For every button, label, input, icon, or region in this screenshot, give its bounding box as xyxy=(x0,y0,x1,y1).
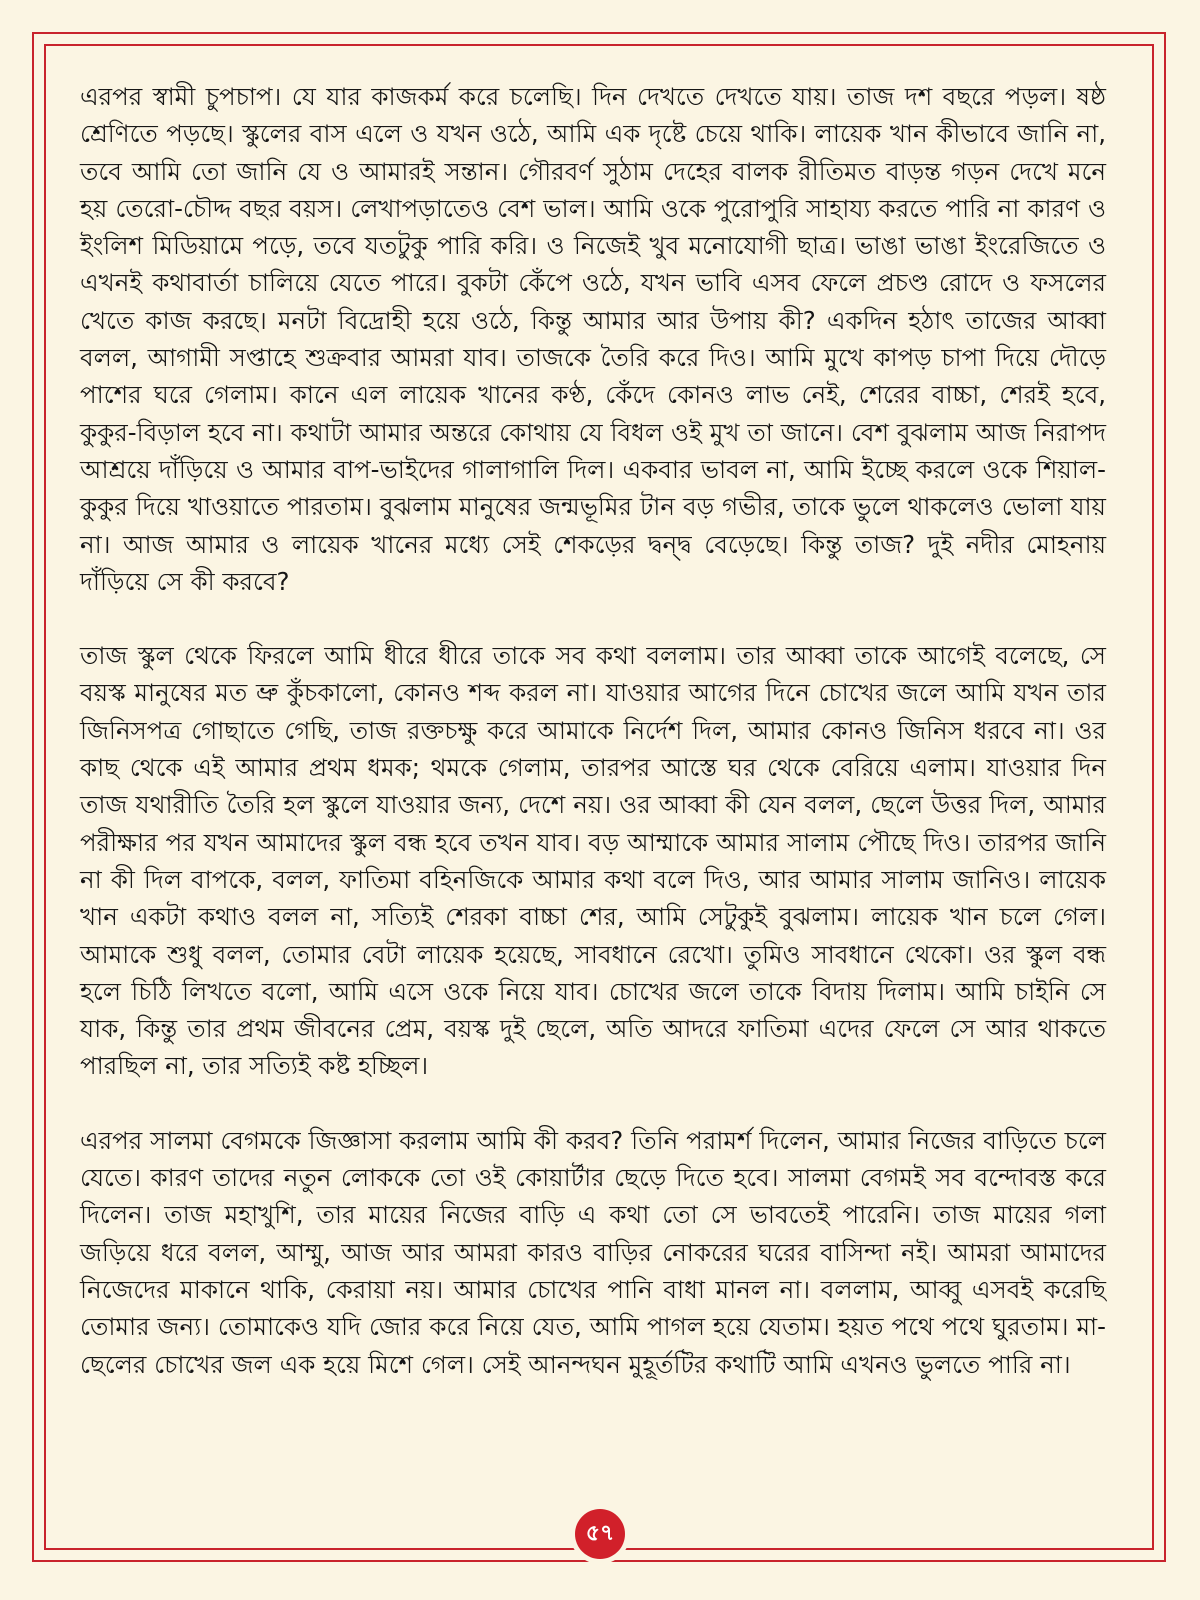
paragraph-1: এরপর স্বামী চুপচাপ। যে যার কাজকর্ম করে চলেছি। দিন দেখতে দেখতে যায়। তাজ দশ বছরে পড়ল। ষষ্ঠ শ্রেণিতে পড়ছে। স্কুলের বাস এলে ও যখন ওঠে, আমি এক দৃষ্টে চেয়ে থাকি। লায়েক খান কীভাবে জানি না, তবে আমি তো জানি যে ও আমারই সন্তান। গৌরবর্ণ সুঠাম দেহের বালক রীতিমত বাড়ন্ত গড়ন দেখে মনে হয় তেরো-চৌদ্দ বছর বয়স। লেখাপড়াতেও বেশ ভাল। আমি ওকে পুরোপুরি সাহায্য করতে পারি না কারণ ও ইংলিশ মিডিয়ামে পড়ে, তবে যতটুকু পারি করি। ও নিজেই খুব মনোযোগী ছাত্র। ভাঙা ভাঙা ইংরেজিতে ও এখনই কথাবার্তা চালিয়ে যেতে পারে। বুকটা কেঁপে ওঠে, যখন ভাবি এসব ফেলে প্রচণ্ড রোদে ও ফসলের খেতে কাজ করছে। মনটা বিদ্রোহী হয়ে ওঠে, কিন্তু আমার আর উপায় কী? একদিন হঠাৎ তাজের আব্বা বলল, আগামী সপ্তাহে শুক্রবার আমরা যাব। তাজকে তৈরি করে দিও। আমি মুখে কাপড় চাপা দিয়ে দৌড়ে পাশের ঘরে গেলাম। কানে এল লায়েক খানের কণ্ঠ, কেঁদে কোনও লাভ নেই, শেরের বাচ্চা, শেরই হবে, কুকুর-বিড়াল হবে না। কথাটা আমার অন্তরে কোথায় যে বিধল ওই মুখ তা জানে। বেশ বুঝলাম আজ নিরাপদ আশ্রয়ে দাঁড়িয়ে ও আমার বাপ-ভাইদের গালাগালি দিল। একবার ভাবল না, আমি ইচ্ছে করলে ওকে শিয়াল-কুকুর দিয়ে খাওয়াতে পারতাম। বুঝলাম মানুষের জন্মভূমির টান বড় গভীর, তাকে ভুলে থাকলেও ভোলা যায় না। আজ আমার ও লায়েক খানের মধ্যে সেই শেকড়ের দ্বন্দ্ব বেড়েছে। কিন্তু তাজ? দুই নদীর মোহনায় দাঁড়িয়ে সে কী করবে? xyxy=(80,82,1106,596)
paragraph-3: এরপর সালমা বেগমকে জিজ্ঞাসা করলাম আমি কী করব? তিনি পরামর্শ দিলেন, আমার নিজের বাড়িতে চলে যেতে। কারণ তাদের নতুন লোককে তো ওই কোয়ার্টার ছেড়ে দিতে হবে। সালমা বেগমই সব বন্দোবস্ত করে দিলেন। তাজ মহাখুশি, তার মায়ের নিজের বাড়ি এ কথা তো সে ভাবতেই পারেনি। তাজ মায়ের গলা জড়িয়ে ধরে বলল, আম্মু, আজ আর আমরা কারও বাড়ির নোকরের ঘরের বাসিন্দা নই। আমরা আমাদের নিজেদের মাকানে থাকি, কেরায়া নয়। আমার চোখের পানি বাধা মানল না। বললাম, আব্বু এসবই করেছি তোমার জন্য। তোমাকেও যদি জোর করে নিয়ে যেত, আমি পাগল হয়ে যেতাম। হয়ত পথে পথে ঘুরতাম। মা-ছেলের চোখের জল এক হয়ে মিশে গেল। সেই আনন্দঘন মুহূর্তটির কথাটি আমি এখনও ভুলতে পারি না। xyxy=(80,1125,1106,1379)
page-number-badge: ৫৭ xyxy=(575,1509,625,1559)
paragraph-2: তাজ স্কুল থেকে ফিরলে আমি ধীরে ধীরে তাকে সব কথা বললাম। তার আব্বা তাকে আগেই বলেছে, সে বয়স্ক মানুষের মত ভ্রু কুঁচকালো, কোনও শব্দ করল না। যাওয়ার আগের দিনে চোখের জলে আমি যখন তার জিনিসপত্র গোছাতে গেছি, তাজ রক্তচক্ষু করে আমাকে নির্দেশ দিল, আমার কোনও জিনিস ধরবে না। ওর কাছ থেকে এই আমার প্রথম ধমক; থমকে গেলাম, তারপর আস্তে ঘর থেকে বেরিয়ে এলাম। যাওয়ার দিন তাজ যথারীতি তৈরি হল স্কুলে যাওয়ার জন্য, দেশে নয়। ওর আব্বা কী যেন বলল, ছেলে উত্তর দিল, আমার পরীক্ষার পর যখন আমাদের স্কুল বন্ধ হবে তখন যাব। বড় আম্মাকে আমার সালাম পৌছে দিও। তারপর জানি না কী দিল বাপকে, বলল, ফাতিমা বহিনজিকে আমার কথা বলে দিও, আর আমার সালাম জানিও। লায়েক খান একটা কথাও বলল না, সত্যিই শেরকা বাচ্চা শের, আমি সেটুকুই বুঝলাম। লায়েক খান চলে গেল। আমাকে শুধু বলল, তোমার বেটা লায়েক হয়েছে, সাবধানে রেখো। তুমিও সাবধানে থেকো। ওর স্কুল বন্ধ হলে চিঠি লিখতে বলো, আমি এসে ওকে নিয়ে যাব। চোখের জলে তাকে বিদায় দিলাম। আমি চাইনি সে যাক, কিন্তু তার প্রথম জীবনের প্রেম, বয়স্ক দুই ছেলে, অতি আদরে ফাতিমা এদের ফেলে সে আর থাকতে পারছিল না, তার সত্যিই কষ্ট হচ্ছিল। xyxy=(80,641,1106,1081)
body-text xyxy=(80,78,1106,1478)
